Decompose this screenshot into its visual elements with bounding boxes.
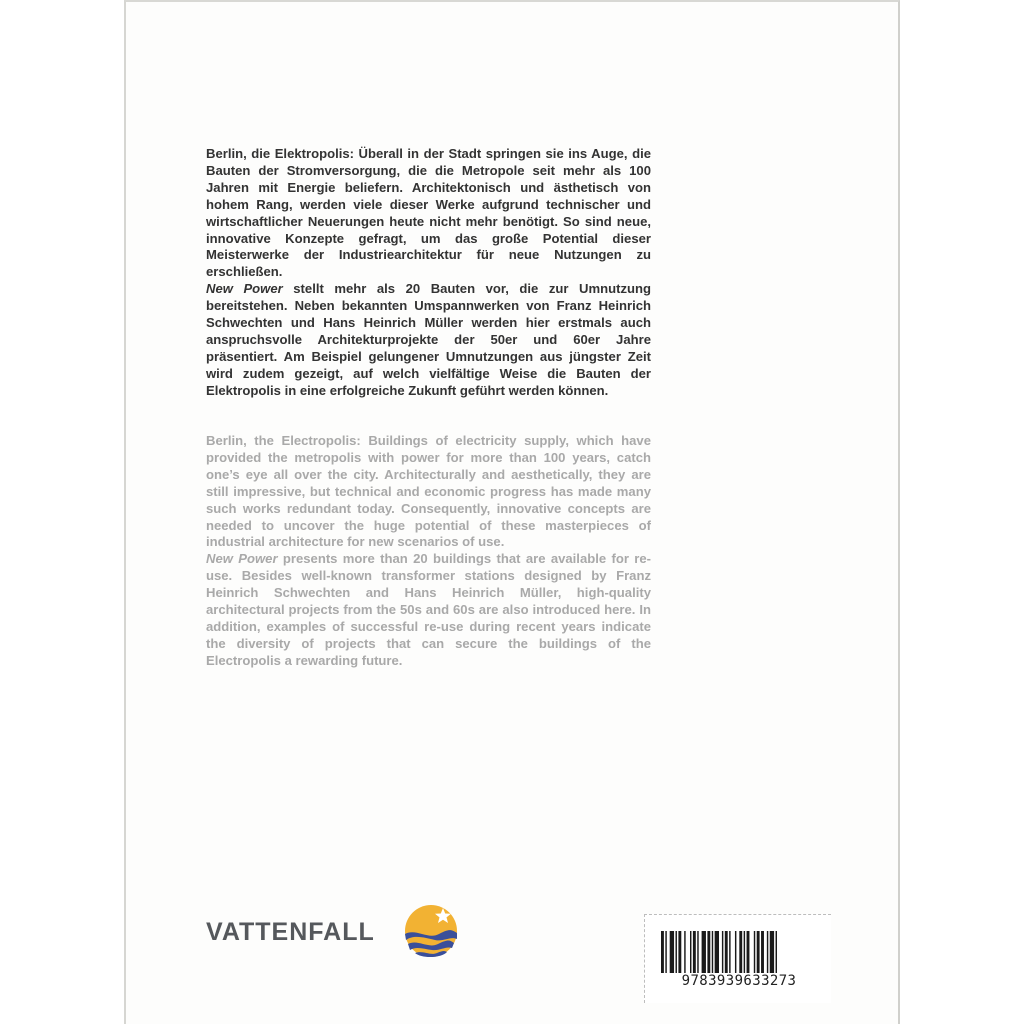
barcode-bar xyxy=(722,931,723,973)
english-paragraph-2 xyxy=(206,551,651,669)
barcode-bar xyxy=(729,931,730,973)
barcode-bar xyxy=(770,931,774,973)
barcode-bar xyxy=(712,931,713,973)
german-blurb xyxy=(206,146,651,400)
barcode-bar xyxy=(761,931,764,973)
barcode-bar xyxy=(690,931,691,973)
logo-wordmark: VATTENFALL xyxy=(206,918,375,946)
barcode-bar xyxy=(739,931,742,973)
english-blurb xyxy=(206,433,651,670)
barcode-bar xyxy=(767,931,768,973)
isbn-barcode xyxy=(644,914,831,1003)
barcode-bar xyxy=(661,931,664,973)
barcode-bar xyxy=(747,931,750,973)
barcode-bar xyxy=(684,931,685,973)
vattenfall-logo xyxy=(206,900,466,962)
barcode-bar xyxy=(702,931,706,973)
german-paragraph-2-text: stellt mehr als 20 Bauten vor, die zur Umnutzung bereitstehen. Neben bekannten Umspannwerken von Franz Heinrich Schwechten und Hans Heinrich Müller werden hier erstmals auch anspruchsvolle Architekturprojekte der 50er und 60er Jahre präsentiert. Am Beispiel gelungener Umnutzungen aus jüngster Zeit wird zudem gezeigt, auf welch vielfältige Weise die Bauten der Elektropolis in eine erfolgreiche Zukunft geführt werden können. xyxy=(206,281,652,398)
barcode-bar xyxy=(744,931,745,973)
barcode-bar xyxy=(670,931,674,973)
german-title-italic: New Power xyxy=(206,281,283,297)
barcode-bar xyxy=(665,931,666,973)
sun-over-waves-icon xyxy=(402,902,460,960)
english-paragraph-1: Berlin, the Electropolis: Buildings of electricity supply, which have provided the metropolis with power for more than 100 years, catch one’s eye all over the city. Architecturally and aesthetically, they are still impressive, but technical and economic progress has made many such works redundant today. Consequently, innovative concepts are needed to uncover the huge potential of these masterpieces of industrial architecture for new scenarios of use. xyxy=(206,433,651,550)
barcode-bar xyxy=(754,931,755,973)
barcode-bar xyxy=(697,931,698,973)
barcode-bar xyxy=(725,931,728,973)
barcode-bar xyxy=(757,931,760,973)
barcode-bar xyxy=(735,931,736,973)
isbn-number: 9783939633273 xyxy=(681,973,797,989)
barcode-bar xyxy=(693,931,696,973)
english-title-italic: New Power xyxy=(206,551,278,567)
german-paragraph-2 xyxy=(206,281,651,399)
barcode-bar xyxy=(678,931,681,973)
barcode-bar xyxy=(676,931,677,973)
english-paragraph-2-text: presents more than 20 buildings that are available for re-use. Besides well-known transformer stations designed by Franz Heinrich Schwechten and Hans Heinrich Müller, high-quality architectural projects from the 50s and 60s are also introduced here. In addition, examples of successful re-use during recent years indicate the diversity of projects that can secure the buildings of the Electropolis a rewarding future. xyxy=(206,551,651,668)
german-paragraph-1: Berlin, die Elektropolis: Überall in der Stadt springen sie ins Auge, die Bauten der Stromversorgung, die die Metropole seit mehr als 100 Jahren mit Energie beliefern. Architektonisch und ästhetisch von hohem Rang, werden viele dieser Werke aufgrund technischer und wirtschaftlicher Neuerungen heute nicht mehr benötigt. So sind neue, innovative Konzepte gefragt, um das große Potential dieser Meisterwerke der Industriearchitektur für neue Nutzungen zu erschließen. xyxy=(206,146,651,280)
barcode-bar xyxy=(776,931,777,973)
barcode-bar xyxy=(707,931,710,973)
barcode-icon xyxy=(661,931,817,973)
barcode-bar xyxy=(715,931,719,973)
